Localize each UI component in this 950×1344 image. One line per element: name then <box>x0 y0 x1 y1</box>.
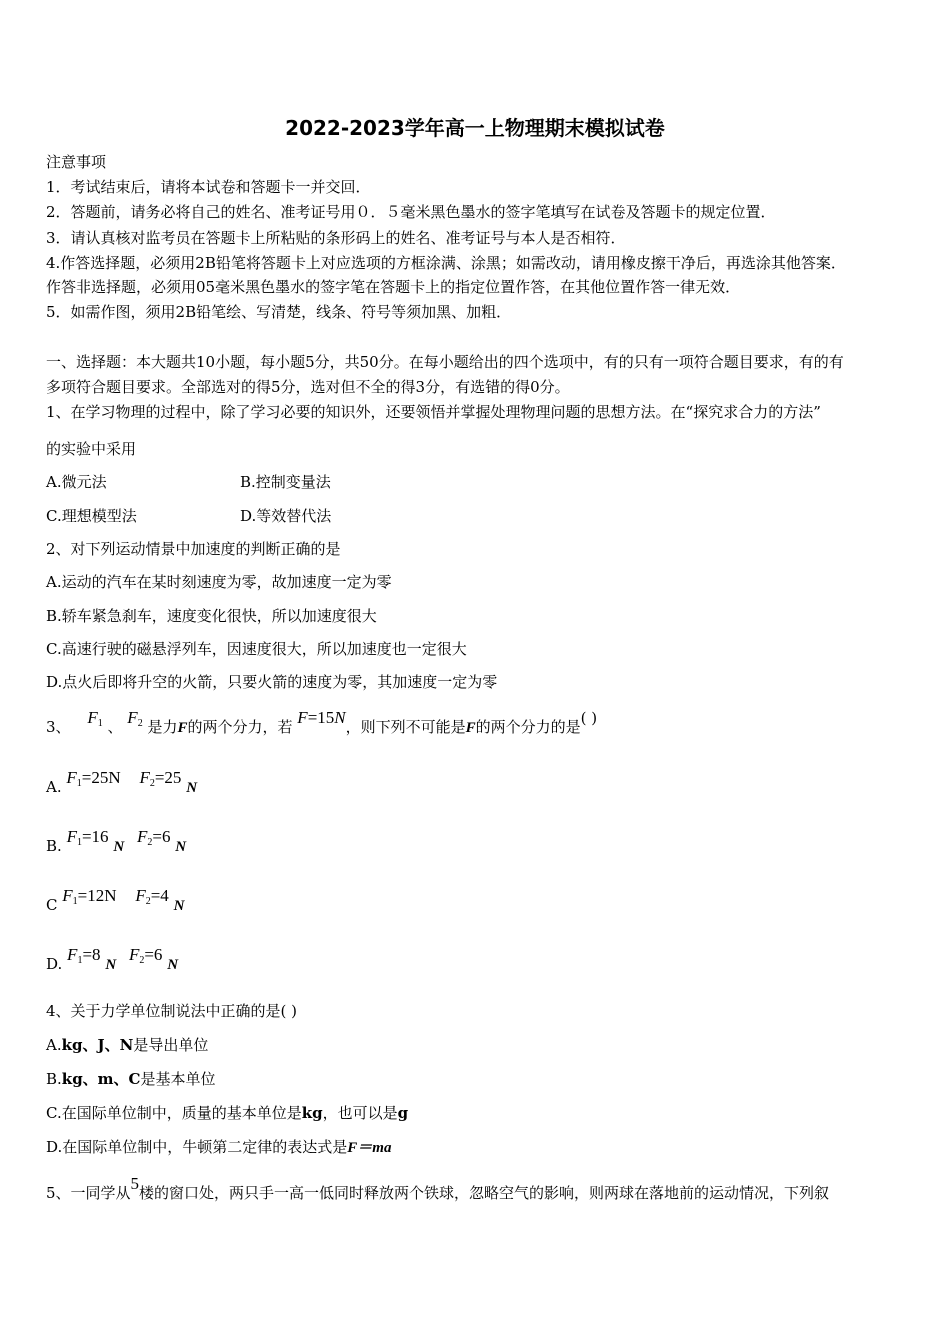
q4-option-c: C.在国际单位制中，质量的基本单位是kg，也可以是g <box>46 1104 409 1122</box>
q4-option-a-units: kg、J、N <box>61 1036 134 1054</box>
q3-option-b-f1: $F_1=16$ <box>66 827 109 848</box>
q4-option-d-formula: F＝ma <box>347 1140 392 1156</box>
notice-heading: 注意事项 <box>46 153 107 171</box>
q3-option-b-unit-1: N <box>113 839 125 855</box>
page-title: 2022-2023学年高一上物理期末模拟试卷 <box>285 116 665 140</box>
q4-option-c-unit-2: g <box>397 1104 409 1122</box>
q1-stem: 1、在学习物理的过程中，除了学习必要的知识外，还要领悟并掌握处理物理问题的思想方法。在“探究求合力的方法” <box>46 403 821 421</box>
q3-option-c <box>46 886 185 921</box>
q4-option-b-units: kg、m、C <box>61 1070 141 1088</box>
q3-option-a-f1: $F_1=25N$ <box>66 768 121 789</box>
q1-stem-cont: 的实验中采用 <box>46 440 137 458</box>
q3-f1: $F_1$ <box>87 708 103 729</box>
q2-stem: 2、对下列运动情景中加速度的判断正确的是 <box>46 540 341 558</box>
q4-option-b: B.kg、m、C是基本单位 <box>46 1070 216 1088</box>
q3-text-2: 的两个分力，若 <box>187 718 293 736</box>
q3-text-1: 是力 <box>147 718 178 736</box>
q3-option-b-f2: $F_2=6$ <box>136 827 171 848</box>
section-1-intro-cont: 多项符合题目要求。全部选对的得5分，选对但不全的得3分，有选错的得0分。 <box>46 378 570 396</box>
q3-option-d-f2: $F_2=6$ <box>128 945 163 966</box>
q3-option-a <box>46 768 198 803</box>
q3-option-a-unit: N <box>186 780 198 796</box>
q3-number: 3、 <box>46 718 71 736</box>
notice-item-1: 1．考试结束后，请将本试卷和答题卡一并交回． <box>46 178 371 196</box>
q3-option-b-unit-2: N <box>175 839 187 855</box>
q2-option-d: D.点火后即将升空的火箭，只要火箭的速度为零，其加速度一定为零 <box>46 673 498 691</box>
q3-option-b-label: B. <box>46 837 62 855</box>
q3-option-c-f2: $F_2=4$ <box>135 886 169 907</box>
q3-text-3: ，则下列不可能是 <box>345 718 466 736</box>
notice-item-5: 5．如需作图，须用2B铅笔绘、写清楚，线条、符号等须加黑、加粗． <box>46 303 512 321</box>
q2-option-c: C.高速行驶的磁悬浮列车，因速度很大，所以加速度也一定很大 <box>46 640 467 658</box>
q3-answer-paren: ( ) <box>580 709 598 727</box>
q3-option-a-f2: $F_2=25$ <box>139 768 182 789</box>
q3-option-b <box>46 827 187 862</box>
q3-stem <box>46 708 598 743</box>
section-1-intro: 一、选择题：本大题共10小题，每小题5分，共50分。在每小题给出的四个选项中，有的只有一项符合题目要求，有的有 <box>46 353 844 371</box>
q4-stem: 4、关于力学单位制说法中正确的是( ) <box>46 1002 298 1020</box>
q1-option-c: C.理想模型法 <box>46 507 137 525</box>
q3-option-c-f1: $F_1=12N$ <box>62 886 117 907</box>
q3-option-c-label: C <box>46 896 58 914</box>
notice-item-4-cont: 作答非选择题，必须用05毫米黑色墨水的签字笔在答题卡上的指定位置作答，在其他位置作答一律无效． <box>46 278 741 296</box>
q3-force-symbol-2: F <box>465 720 476 736</box>
q3-text-4: 的两个分力的是 <box>475 718 581 736</box>
q3-condition: F=15N <box>297 708 346 727</box>
q3-option-d-label: D. <box>46 955 63 973</box>
q3-force-symbol: F <box>177 720 188 736</box>
q3-option-d-f1: $F_1=8$ <box>67 945 101 966</box>
q4-option-d: D.在国际单位制中，牛顿第二定律的表达式是F＝ma <box>46 1138 392 1156</box>
notice-item-4: 4.作答选择题，必须用2B铅笔将答题卡上对应选项的方框涂满、涂黑；如需改动，请用橡皮擦干净后，再选涂其他答案． <box>46 254 846 272</box>
q3-sep: 、 <box>107 718 123 736</box>
q5-stem: 5、一同学从5楼的窗口处，两只手一高一低同时释放两个铁球，忽略空气的影响，则两球在落地前的运动情况，下列叙 <box>46 1174 830 1202</box>
q1-option-d: D.等效替代法 <box>240 507 332 525</box>
q4-option-c-unit-1: kg <box>301 1104 323 1122</box>
q3-option-d-unit-2: N <box>167 957 179 973</box>
q3-option-a-label: A. <box>46 778 62 796</box>
q3-f2: $F_2$ <box>127 708 143 729</box>
q4-option-a: A.kg、J、N是导出单位 <box>46 1036 209 1054</box>
q1-option-b: B.控制变量法 <box>240 473 331 491</box>
q3-option-c-unit: N <box>173 898 185 914</box>
notice-item-2: 2．答题前，请务必将自己的姓名、准考证号用０．５毫米黑色墨水的签字笔填写在试卷及答题卡的规定位置． <box>46 203 776 221</box>
notice-item-3: 3．请认真核对监考员在答题卡上所粘贴的条形码上的姓名、准考证号与本人是否相符． <box>46 229 626 247</box>
q2-option-a: A.运动的汽车在某时刻速度为零，故加速度一定为零 <box>46 573 392 591</box>
q3-option-d <box>46 945 179 980</box>
q2-option-b: B.轿车紧急刹车，速度变化很快，所以加速度很大 <box>46 607 377 625</box>
q5-floor-number: 5 <box>130 1174 140 1193</box>
q1-option-a: A.微元法 <box>46 473 107 491</box>
q3-option-d-unit-1: N <box>105 957 117 973</box>
